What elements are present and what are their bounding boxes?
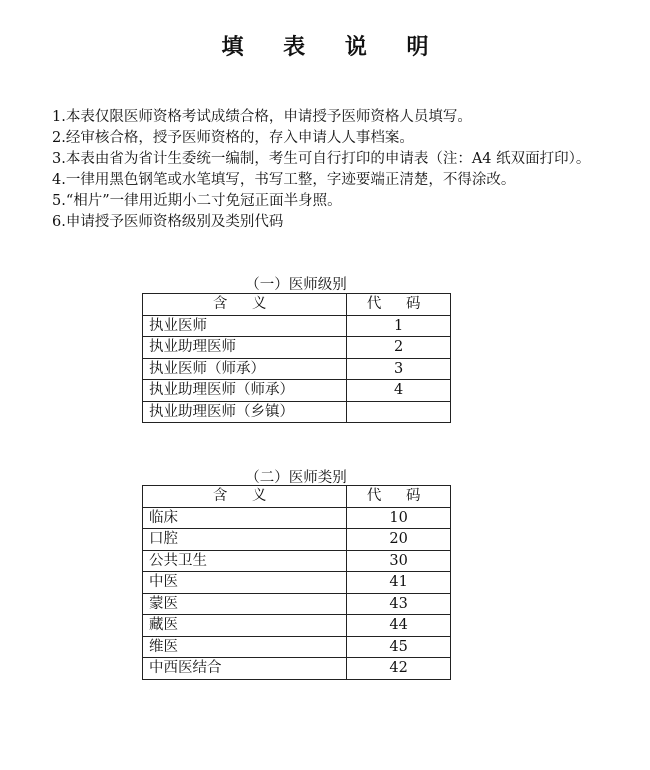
row-meaning: 执业助理医师（师承） (143, 380, 347, 402)
row-code: 42 (347, 658, 451, 680)
row-meaning: 临床 (143, 507, 347, 529)
row-meaning: 藏医 (143, 615, 347, 637)
header-code: 代 码 (347, 294, 451, 316)
level-code-table (142, 293, 451, 423)
instructions-list (52, 107, 612, 233)
row-meaning: 执业助理医师 (143, 337, 347, 359)
table-row (143, 636, 451, 658)
table-row (143, 337, 451, 359)
row-code: 3 (347, 358, 451, 380)
row-code: 4 (347, 380, 451, 402)
table-row (143, 401, 451, 423)
row-meaning: 口腔 (143, 529, 347, 551)
table-row (143, 380, 451, 402)
row-code: 10 (347, 507, 451, 529)
row-code: 2 (347, 337, 451, 359)
row-code: 20 (347, 529, 451, 551)
header-meaning: 含 义 (143, 486, 347, 508)
table-header-row (143, 294, 451, 316)
row-meaning: 维医 (143, 636, 347, 658)
row-code: 43 (347, 593, 451, 615)
row-meaning: 蒙医 (143, 593, 347, 615)
table-row (143, 550, 451, 572)
header-code: 代 码 (347, 486, 451, 508)
header-meaning: 含 义 (143, 294, 347, 316)
table-row (143, 572, 451, 594)
row-meaning: 执业助理医师（乡镇） (143, 401, 347, 423)
row-meaning: 中西医结合 (143, 658, 347, 680)
instruction-item: 3.本表由省为省计生委统一编制，考生可自行打印的申请表（注：A4 纸双面打印）。 (52, 151, 591, 167)
row-code: 30 (347, 550, 451, 572)
instruction-item: 5.“相片”一律用近期小二寸免冠正面半身照。 (52, 193, 342, 209)
instruction-item: 1.本表仅限医师资格考试成绩合格，申请授予医师资格人员填写。 (52, 109, 472, 125)
row-code: 41 (347, 572, 451, 594)
table-row (143, 615, 451, 637)
row-meaning: 中医 (143, 572, 347, 594)
row-code: 1 (347, 315, 451, 337)
row-meaning: 执业医师（师承） (143, 358, 347, 380)
table-row (143, 315, 451, 337)
table-row (143, 529, 451, 551)
table-header-row (143, 486, 451, 508)
category-table-caption: （二）医师类别 (245, 470, 347, 486)
table-row (143, 358, 451, 380)
row-code (347, 401, 451, 423)
row-meaning: 执业医师 (143, 315, 347, 337)
page-title: 填 表 说 明 (221, 34, 445, 60)
row-meaning: 公共卫生 (143, 550, 347, 572)
table-row (143, 658, 451, 680)
instruction-item: 4.一律用黑色钢笔或水笔填写，书写工整，字迹要端正清楚，不得涂改。 (52, 172, 516, 188)
row-code: 45 (347, 636, 451, 658)
row-code: 44 (347, 615, 451, 637)
table-row (143, 593, 451, 615)
level-table-caption: （一）医师级别 (245, 277, 347, 293)
instruction-item: 2.经审核合格，授予医师资格的，存入申请人人事档案。 (52, 130, 414, 146)
instruction-item: 6.申请授予医师资格级别及类别代码 (52, 214, 284, 230)
table-row (143, 507, 451, 529)
category-code-table (142, 485, 451, 680)
